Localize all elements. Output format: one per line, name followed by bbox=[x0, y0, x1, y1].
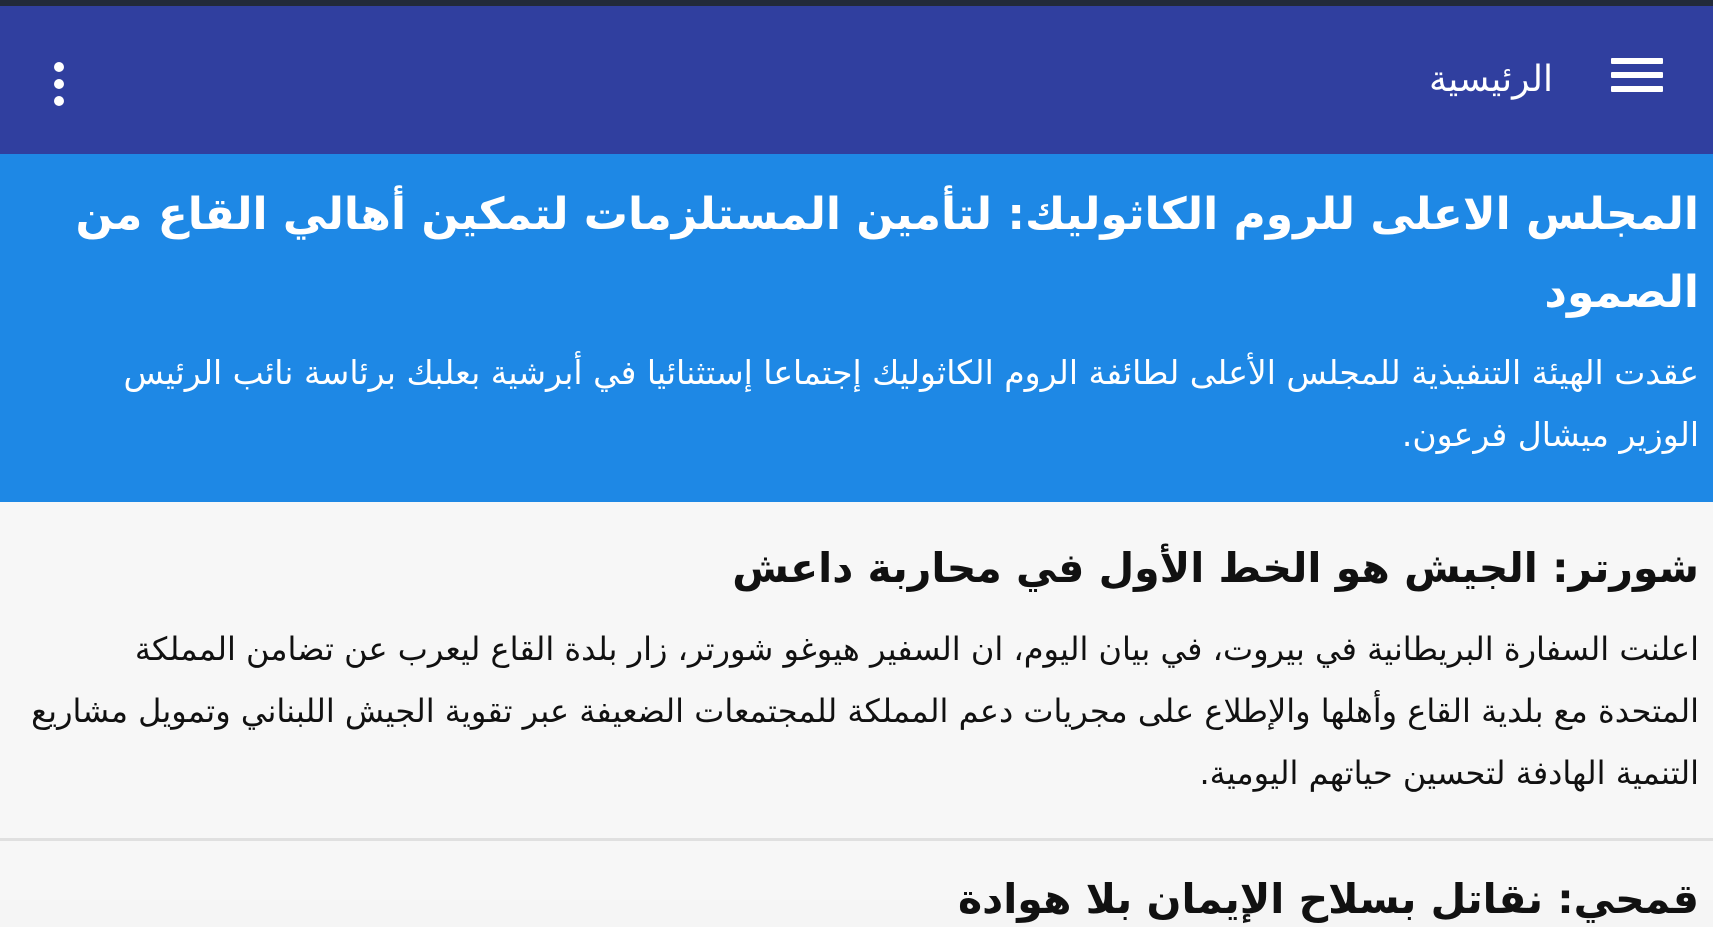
featured-article[interactable] bbox=[0, 154, 1713, 502]
news-list-item[interactable] bbox=[0, 841, 1713, 923]
news-list-item[interactable] bbox=[0, 502, 1713, 840]
news-item-summary: اعلنت السفارة البريطانية في بيروت، في بيان اليوم، ان السفير هيوغو شورتر، زار بلدة القاع ليعرب عن تضامن المملكة المتحدة مع بلدية القاع وأهلها والإطلاع على مجريات دعم المملكة للمجتمعات الضعيفة عبر تقوية الجيش اللبناني وتمويل مشاريع التنمية الهادفة لتحسين حياتهم اليومية. bbox=[31, 630, 1699, 792]
news-item-title: قمحي: نقاتل بسلاح الإيمان بلا هوادة bbox=[957, 875, 1699, 923]
news-item-title: شورتر: الجيش هو الخط الأول في محاربة داعش bbox=[732, 544, 1699, 592]
hamburger-menu-icon[interactable] bbox=[1611, 56, 1667, 96]
app-bar bbox=[0, 6, 1713, 154]
featured-article-summary: عقدت الهيئة التنفيذية للمجلس الأعلى لطائفة الروم الكاثوليك إجتماعا إستثنائيا في أبرشية بعلبك برئاسة نائب الرئيس الوزير ميشال فرعون. bbox=[123, 353, 1699, 454]
page-title: الرئيسية bbox=[1429, 59, 1553, 100]
featured-article-title: المجلس الاعلى للروم الكاثوليك: لتأمين المستلزمات لتمكين أهالي القاع من الصمود bbox=[75, 189, 1699, 318]
more-vert-icon[interactable] bbox=[46, 62, 70, 110]
